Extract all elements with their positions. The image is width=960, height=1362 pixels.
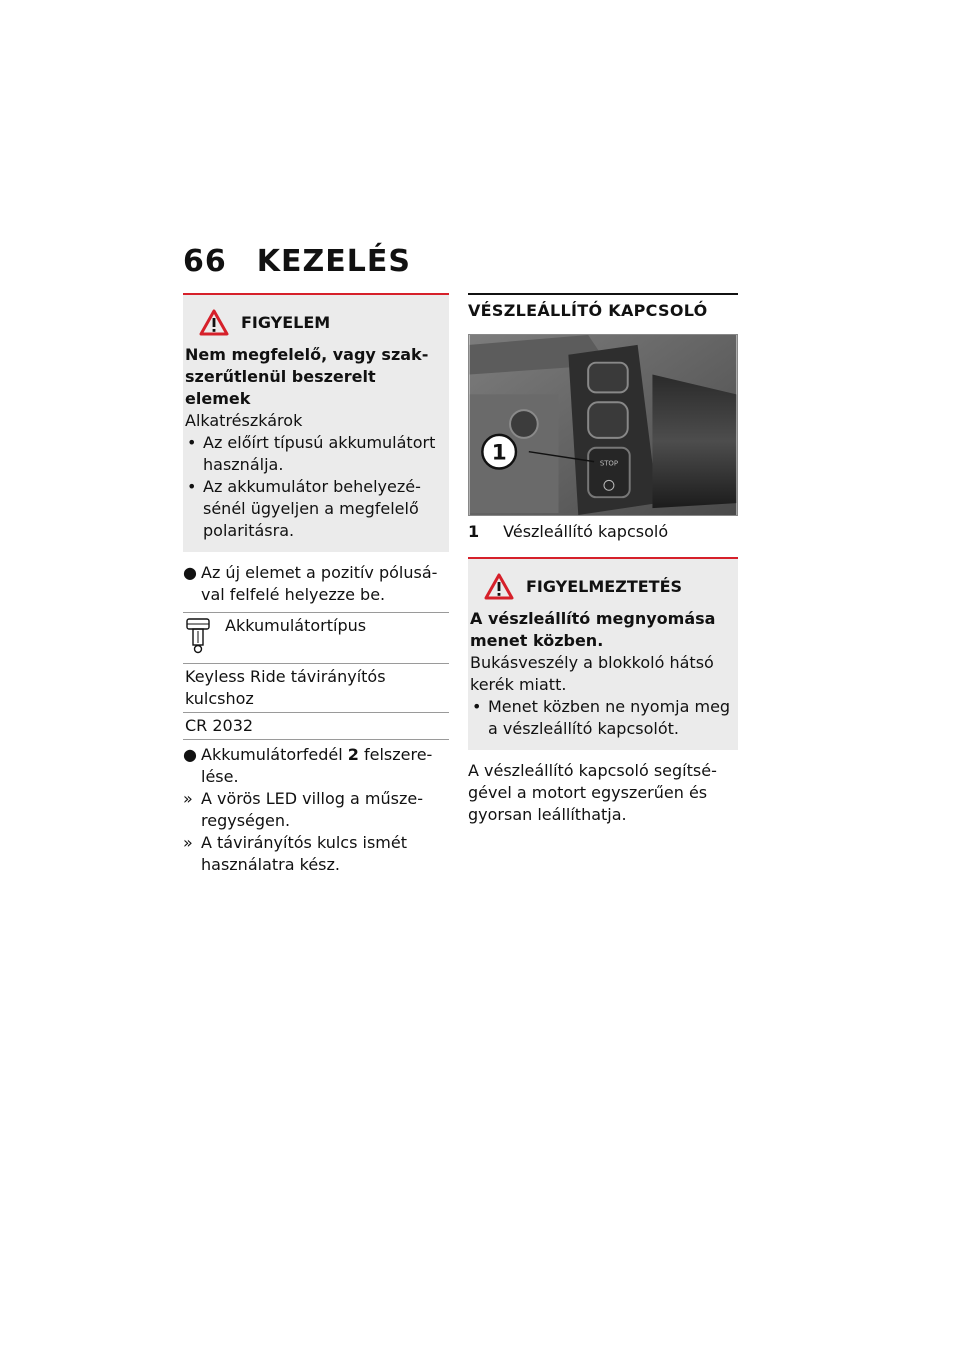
caution-bullets bbox=[185, 432, 445, 542]
step-reference-number: 2 bbox=[347, 745, 359, 764]
chapter-title: KEZELÉS bbox=[256, 244, 411, 279]
svg-text:STOP: STOP bbox=[599, 459, 619, 468]
result-text: A távirányítós kulcs ismét használatra kész. bbox=[201, 833, 408, 874]
left-column bbox=[183, 293, 449, 876]
warning-title: FIGYELMEZTETÉS bbox=[526, 577, 683, 596]
caution-text: Alkatrészkárok bbox=[185, 411, 303, 430]
right-column bbox=[468, 293, 738, 826]
caution-title: FIGYELEM bbox=[241, 313, 331, 332]
table-row bbox=[183, 664, 449, 713]
battery-spec-table bbox=[183, 612, 449, 740]
photo-callout-number: 1 bbox=[491, 440, 507, 466]
table-row bbox=[183, 713, 449, 740]
result-marker: » bbox=[183, 789, 193, 808]
warning-text: Bukásveszély a blokkoló hátsó kerék miatt. bbox=[470, 653, 714, 694]
table-row bbox=[183, 613, 449, 664]
result-ready bbox=[183, 832, 449, 876]
warning-triangle-icon bbox=[484, 573, 514, 600]
warning-triangle-icon bbox=[199, 309, 229, 336]
spec-row-label: Keyless Ride távirányítós kulcshoz bbox=[183, 664, 449, 713]
warning-header bbox=[484, 573, 734, 600]
spec-row-value: CR 2032 bbox=[183, 713, 449, 740]
caution-subtitle: Nem megfelelő, vagy szakszerűtlenül beszerelt elemek bbox=[185, 345, 429, 408]
step-text-before: Akkumulátorfedél bbox=[201, 745, 348, 764]
list-item: • Menet közben ne nyomja meg a vészleállító kapcsolót. bbox=[470, 696, 734, 740]
warning-subtitle: A vészleállító megnyomása menet közben. bbox=[470, 609, 716, 650]
result-text: A vörös LED villog a műszeregységen. bbox=[201, 789, 423, 830]
list-item: • Az akkumulátor behelyezésénél ügyeljen a megfelelő polaritásra. bbox=[185, 476, 445, 542]
spec-header-cell bbox=[183, 613, 449, 664]
handlebar-switch-photo bbox=[468, 334, 738, 516]
step-text-after: felszerelése. bbox=[201, 745, 433, 786]
legend-text: Vészleállító kapcsoló bbox=[503, 522, 669, 541]
photo-legend bbox=[468, 522, 738, 541]
warning-box bbox=[468, 557, 738, 750]
caution-box bbox=[183, 293, 449, 552]
section-title: VÉSZLEÁLLÍTÓ KAPCSOLÓ bbox=[468, 293, 738, 320]
page-header bbox=[183, 244, 411, 279]
warning-bullets bbox=[470, 696, 734, 740]
spec-header: Akkumulátortípus bbox=[225, 616, 367, 635]
legend-number: 1 bbox=[468, 522, 480, 541]
caution-header bbox=[199, 309, 445, 336]
step-cover bbox=[183, 744, 449, 788]
step-insert-battery bbox=[183, 562, 449, 606]
page-number: 66 bbox=[183, 244, 227, 279]
body-paragraph: A vészleállító kapcsoló segítségével a motort egyszerűen és gyorsan leállíthatja. bbox=[468, 761, 717, 824]
result-marker: » bbox=[183, 833, 193, 852]
list-item: • Az előírt típusú akkumulátort használja. bbox=[185, 432, 445, 476]
step-marker: ● bbox=[183, 745, 197, 764]
step-text: Az új elemet a pozitív pólusával felfelé helyezze be. bbox=[201, 563, 438, 604]
battery-icon bbox=[185, 615, 211, 655]
step-marker: ● bbox=[183, 563, 197, 582]
result-led bbox=[183, 788, 449, 832]
